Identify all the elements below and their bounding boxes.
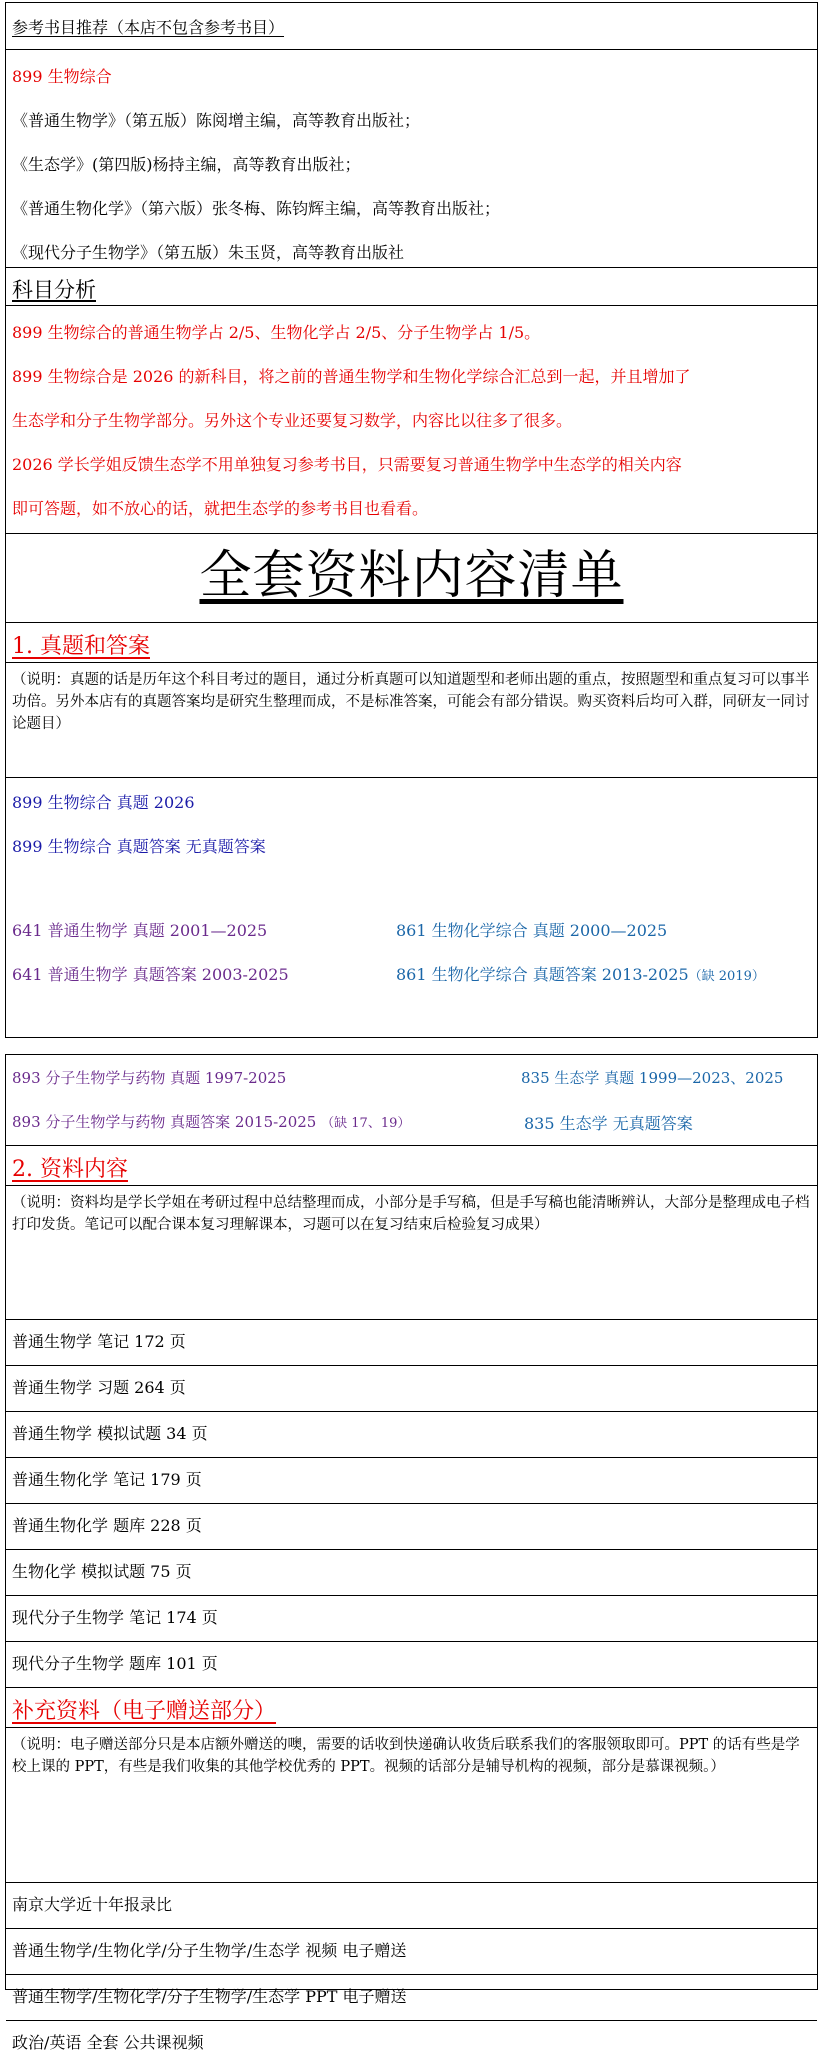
material-item: 普通生物学 习题 264 页 <box>6 1366 817 1412</box>
section1-note-row <box>6 663 817 778</box>
analysis-title-row <box>6 268 817 306</box>
book-item: 《现代分子生物学》（第五版）朱玉贤，高等教育出版社 <box>12 243 405 262</box>
analysis-line: 899 生物综合的普通生物学占 2/5、生物化学占 2/5、分子生物学占 1/5。 <box>12 323 541 342</box>
section1-title-row <box>6 623 817 663</box>
document-box-1 <box>5 2 818 1038</box>
supplement-note-row <box>6 1728 817 1883</box>
supplement-note: （说明：电子赠送部分只是本店额外赠送的噢，需要的话收到快递确认收货后联系我们的客服领取即可。PPT 的话有些是学校上课的 PPT，有些是我们收集的其他学校优秀的 PPT。视频的话部分是辅导机构的视频，部分是慕课视频。） <box>12 1737 800 1775</box>
section2-note-row <box>6 1186 817 1320</box>
exam-835-answer-item: 835 生态学 无真题答案 <box>524 1114 693 1133</box>
exam-861-answer-item <box>396 962 765 985</box>
exam-list-row <box>6 778 817 1037</box>
book-item: 《生态学》(第四版)杨持主编，高等教育出版社； <box>12 155 361 174</box>
exam-893-answer-item <box>12 1111 410 1132</box>
supplement-item: 普通生物学/生物化学/分子生物学/生态学 PPT 电子赠送 <box>6 1975 817 2021</box>
refs-title: 参考书目推荐（本店不包含参考书目） <box>12 18 285 37</box>
material-item: 普通生物学 笔记 172 页 <box>6 1320 817 1366</box>
exam-861-answer-text: 861 生物化学综合 真题答案 2013-2025 <box>396 965 689 984</box>
material-item: 生物化学 模拟试题 75 页 <box>6 1550 817 1596</box>
analysis-body-row <box>6 306 817 534</box>
main-title-row <box>6 534 817 623</box>
analysis-title: 科目分析 <box>12 278 96 302</box>
section2-title: 2. 资料内容 <box>12 1157 128 1182</box>
analysis-line: 899 生物综合是 2026 的新科目，将之前的普通生物学和生物化学综合汇总到一起，并且增加了 <box>12 367 691 386</box>
document-box-2 <box>5 1054 818 2052</box>
section2-title-row <box>6 1146 817 1186</box>
supplement-title: 补充资料（电子赠送部分） <box>12 1699 277 1724</box>
book-item: 《普通生物化学》（第六版）张冬梅、陈钧辉主编，高等教育出版社； <box>12 199 501 218</box>
material-item: 普通生物化学 题库 228 页 <box>6 1504 817 1550</box>
exam-893-answer-text: 893 分子生物学与药物 真题答案 2015-2025 <box>12 1113 317 1131</box>
section2-note: （说明：资料均是学长学姐在考研过程中总结整理而成，小部分是手写稿，但是手写稿也能清晰辨认，大部分是整理成电子档打印发货。笔记可以配合课本复习理解课本，习题可以在复习结束后检验复习成果） <box>12 1195 810 1233</box>
refs-subject: 899 生物综合 <box>12 67 112 86</box>
refs-books-row <box>6 50 817 268</box>
material-item: 现代分子生物学 题库 101 页 <box>6 1642 817 1688</box>
exam-861-answer-note: （缺 2019） <box>688 969 765 984</box>
exam-899-item: 899 生物综合 真题 2026 <box>12 793 195 812</box>
exam-835-item: 835 生态学 真题 1999—2023、2025 <box>521 1069 784 1087</box>
section1-note: （说明：真题的话是历年这个科目考过的题目，通过分析真题可以知道题型和老师出题的重点，按照题型和重点复习可以事半功倍。另外本店有的真题答案均是研究生整理而成，不是标准答案，可能会有部分错误。购买资料后均可入群，同研友一同讨论题目） <box>12 672 810 732</box>
supplement-item: 普通生物学/生物化学/分子生物学/生态学 视频 电子赠送 <box>6 1929 817 1975</box>
book-item: 《普通生物学》（第五版）陈阅增主编，高等教育出版社； <box>12 111 421 130</box>
supplement-item: 政治/英语 全套 公共课视频 <box>12 2033 204 2052</box>
section1-title: 1. 真题和答案 <box>12 634 150 659</box>
material-item: 现代分子生物学 笔记 174 页 <box>6 1596 817 1642</box>
exam-list-row-2 <box>6 1055 817 1146</box>
main-title: 全套资料内容清单 <box>199 546 624 606</box>
material-item: 普通生物学 模拟试题 34 页 <box>6 1412 817 1458</box>
exam-893-item: 893 分子生物学与药物 真题 1997-2025 <box>12 1069 287 1087</box>
analysis-line: 即可答题，如不放心的话，就把生态学的参考书目也看看。 <box>12 499 429 518</box>
exam-641-item: 641 普通生物学 真题 2001—2025 <box>12 921 268 940</box>
exam-861-item: 861 生物化学综合 真题 2000—2025 <box>396 921 668 940</box>
supplement-title-row <box>6 1688 817 1728</box>
exam-893-answer-note: （缺 17、19） <box>321 1116 411 1131</box>
analysis-line: 2026 学长学姐反馈生态学不用单独复习参考书目，只需要复习普通生物学中生态学的相关内容 <box>12 455 682 474</box>
material-item: 普通生物化学 笔记 179 页 <box>6 1458 817 1504</box>
refs-header-row <box>6 3 817 50</box>
exam-899-answer-item: 899 生物综合 真题答案 无真题答案 <box>12 837 266 856</box>
exam-641-answer-item: 641 普通生物学 真题答案 2003-2025 <box>12 965 289 984</box>
analysis-line: 生态学和分子生物学部分。另外这个专业还要复习数学，内容比以往多了很多。 <box>12 411 573 430</box>
supplement-item: 南京大学近十年报录比 <box>6 1883 817 1929</box>
